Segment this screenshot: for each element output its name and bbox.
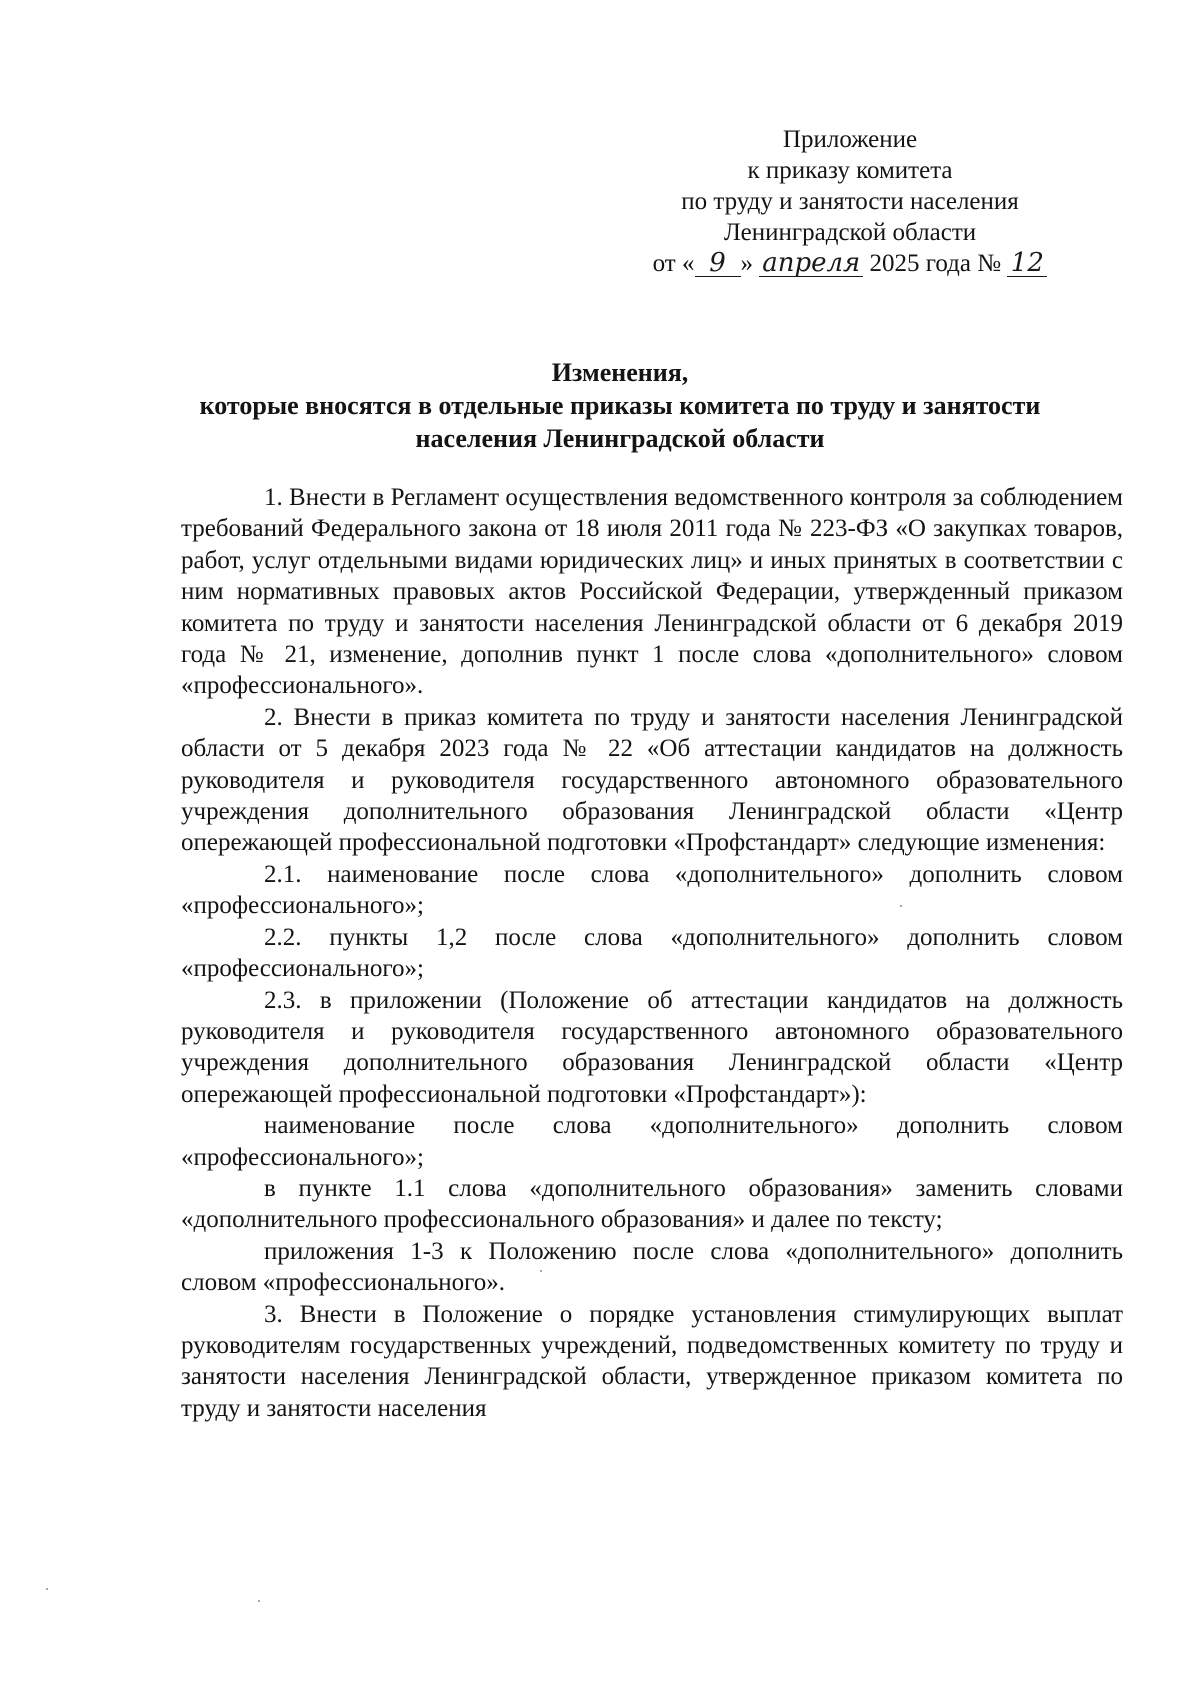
paragraph-2-3: 2.3. в приложении (Положение об аттестации кандидатов на должность руководителя и руководителя государственного автономного образовательного учреждения дополнительного образования Ленинградской области «Центр опережающей профессиональной подготовки «Профстандарт»): xyxy=(181,986,1123,1108)
title-line-1: Изменения, xyxy=(551,358,689,387)
handwritten-day: 9 xyxy=(695,250,741,277)
date-prefix: от « xyxy=(652,250,695,277)
paragraph-2-1: 2.1. наименование после слова «дополнительного» дополнить словом «профессионального»; xyxy=(181,860,1123,920)
title-line-3: населения Ленинградской области xyxy=(415,424,825,453)
appendix-line-1: Приложение xyxy=(782,126,918,153)
paragraph-1: 1. Внести в Регламент осуществления ведомственного контроля за соблюдением требований Федерального закона от 18 июля 2011 года № 223-ФЗ «О закупках товаров, работ, услуг отдельными видами юридических лиц» и иных принятых в соответствии с ним нормативных правовых актов Российской Федерации, утвержденный приказом комитета по труду и занятости населения Ленинградской области от 6 декабря 2019 года № 21, изменение, дополнив пункт 1 после слова «дополнительного» словом «профессионального». xyxy=(181,484,1123,700)
title-line-2: которые вносятся в отдельные приказы комитета по труду и занятости xyxy=(199,391,1041,420)
document-title xyxy=(160,356,1080,455)
scan-speck xyxy=(540,1270,542,1272)
appendix-line-3: по труду и занятости населения xyxy=(681,188,1019,215)
paragraph-3: 3. Внести в Положение о порядке установления стимулирующих выплат руководителям государственных учреждений, подведомственных комитету по труду и занятости населения Ленинградской области, утвержденное приказом комитета по труду и занятости населения xyxy=(181,1300,1123,1422)
paragraph-2-3-c: приложения 1-3 к Положению после слова «дополнительного» дополнить словом «профессионального». xyxy=(181,1237,1123,1297)
paragraph-2: 2. Внести в приказ комитета по труду и занятости населения Ленинградской области от 5 декабря 2023 года № 22 «Об аттестации кандидатов на должность руководителя и руководителя государственного автономного образовательного учреждения дополнительного образования Ленинградской области «Центр опережающей профессиональной подготовки «Профстандарт» следующие изменения: xyxy=(181,703,1123,857)
scan-speck xyxy=(258,1600,260,1602)
scan-speck xyxy=(900,905,902,907)
appendix-line-4: Ленинградской области xyxy=(723,219,977,246)
document-body xyxy=(181,482,1123,1424)
date-mid: » xyxy=(740,250,753,277)
order-date-line xyxy=(620,248,1080,279)
appendix-header xyxy=(620,124,1080,279)
date-suffix: 2025 года № xyxy=(869,250,1002,277)
paragraph-2-3-a: наименование после слова «дополнительного» дополнить словом «профессионального»; xyxy=(181,1112,1123,1171)
paragraph-2-2: 2.2. пункты 1,2 после слова «дополнительного» дополнить словом «профессионального»; xyxy=(181,923,1123,983)
handwritten-month: апреля xyxy=(759,250,863,277)
handwritten-order-number: 12 xyxy=(1007,250,1047,277)
scan-speck xyxy=(46,1588,48,1590)
appendix-line-2: к приказу комитета xyxy=(747,157,953,184)
paragraph-2-3-b: в пункте 1.1 слова «дополнительного образования» заменить словами «дополнительного профессионального образования» и далее по тексту; xyxy=(181,1174,1123,1234)
